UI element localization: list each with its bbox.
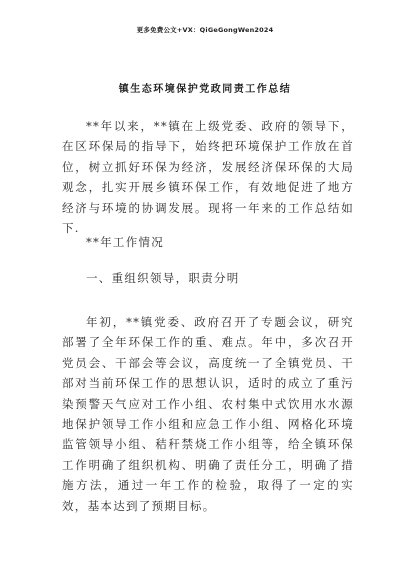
document-title: 镇生态环境保护党政同责工作总结 [118, 84, 292, 95]
intro-paragraph: **年以来，**镇在上级党委、政府的领导下，在区环保局的指导下，始终把环境保护工作放在首位，树立抓好环保为经济，发展经济保环保的大局观念，扎实开展乡镇环保工作，有效地促进了地方经济与环境的协调发展。现将一年来的工作总结如下. [62, 119, 354, 236]
subheading-1: 一、重组织领导，职责分明 [86, 271, 240, 285]
body-paragraph-1: 年初，**镇党委、政府召开了专题会议，研究部署了全年环保工作的重、难点。年中，多次召开党员会、干部会等会议，高度统一了全镇党员、干部对当前环保工作的思想认识，适时的成立了重污染预警天气应对工作小组、农村集中式饮用水水源地保护领导工作小组和应急工作小组、网格化环境监管领导小组、秸秆禁烧工作小组等，给全镇环保工作明确了组织机构、明确了责任分工，明确了措施方法，通过一年工作的检验，取得了一定的实效，基本达到了预期目标。 [62, 315, 354, 513]
header-note: 更多免费公文+VX：QiGeGongWen2024 [136, 26, 274, 34]
section-heading: **年工作情况 [86, 235, 165, 249]
